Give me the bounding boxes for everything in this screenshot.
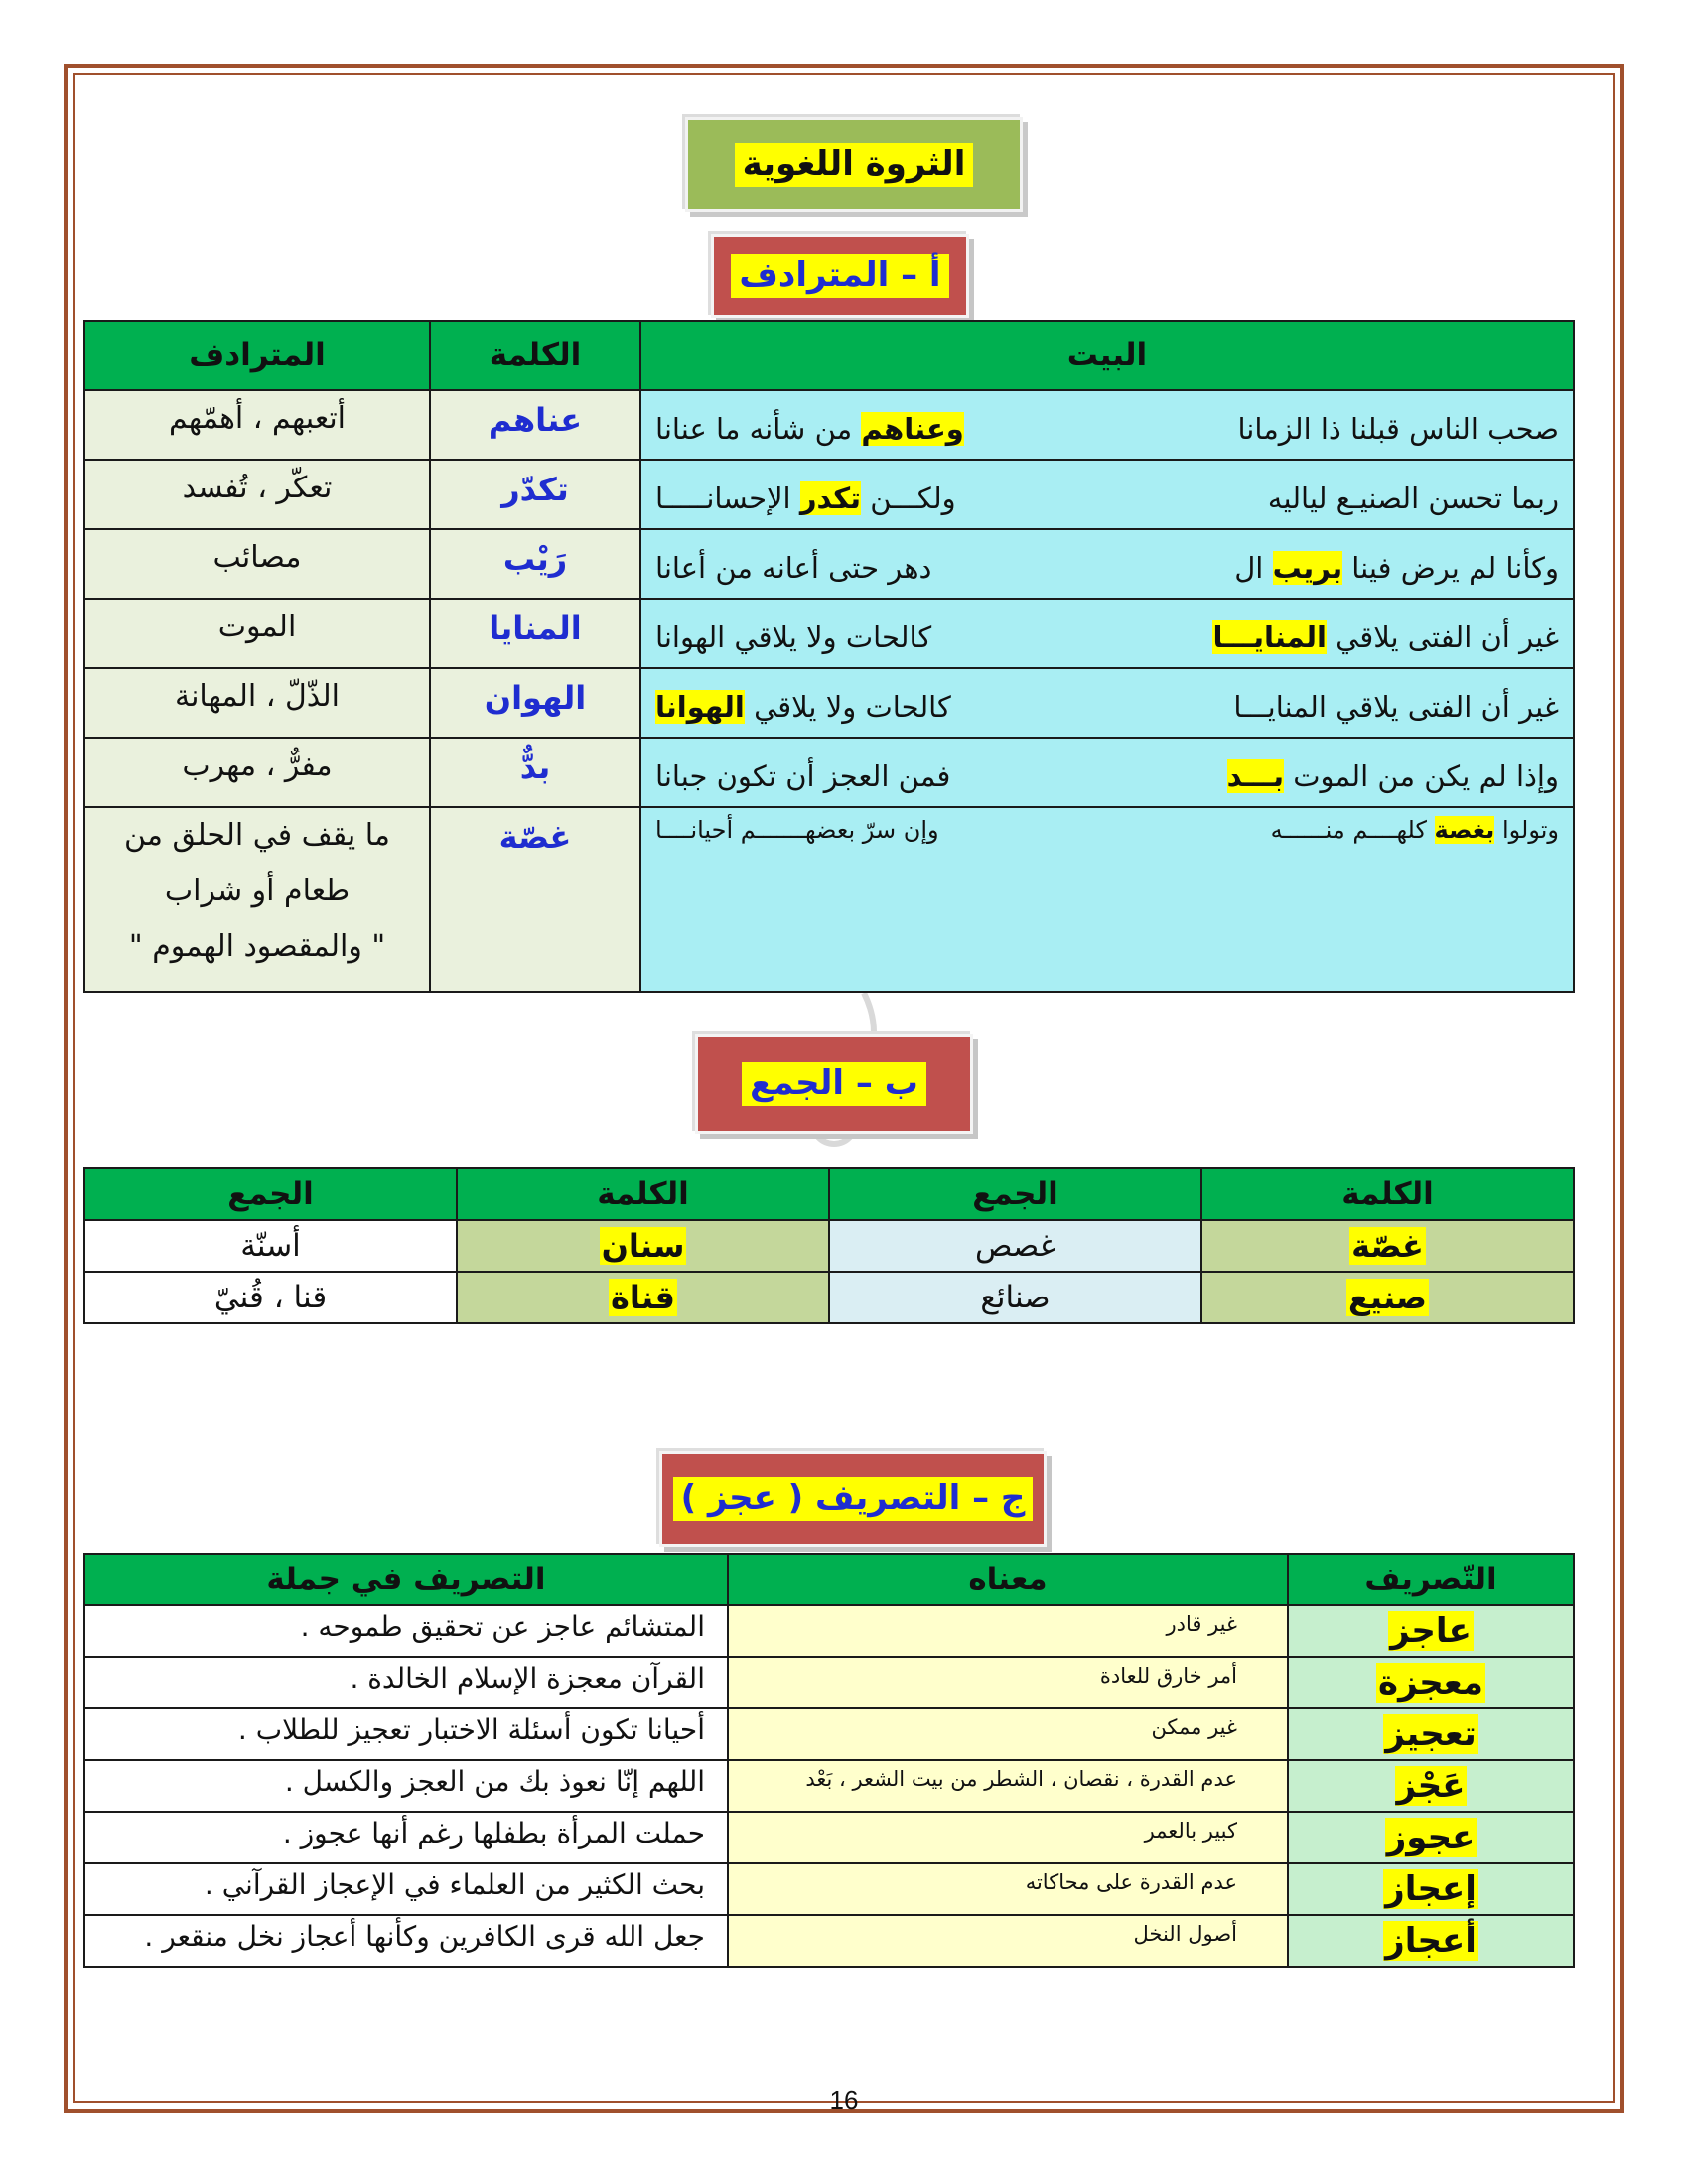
conjugation-section-title: ج – التصريف ( عجز ) — [673, 1477, 1034, 1520]
form-text: عَجْز — [1396, 1766, 1466, 1806]
verse-second-hemistich: دهر حتى أعانه من أعانا — [655, 551, 932, 585]
table-row — [84, 529, 1574, 599]
table-row — [84, 599, 1574, 668]
synonyms-section-title-box — [711, 234, 969, 318]
highlighted-word: وعناهم — [861, 412, 964, 446]
plurals-section-title-box — [695, 1034, 973, 1134]
synonym-cell: مصائب — [84, 529, 430, 599]
header-meaning: معناه — [728, 1554, 1288, 1605]
highlighted-word: الهوانا — [655, 690, 745, 724]
meaning-cell: غير ممكن — [728, 1708, 1288, 1760]
form-cell — [1288, 1708, 1574, 1760]
form-text: معجزة — [1378, 1663, 1483, 1703]
form-cell — [1288, 1760, 1574, 1812]
sentence-cell: اللهم إنّا نعوذ بك من العجز والكسل . — [84, 1760, 728, 1812]
synonym-cell: الذّلّ ، المهانة — [84, 668, 430, 738]
table-row — [84, 1220, 1574, 1272]
word-cell: رَيْب — [430, 529, 640, 599]
synonym-cell: الموت — [84, 599, 430, 668]
verse-cell — [640, 529, 1574, 599]
verse-first-hemistich: غير أن الفتى يلاقي المنايـــا — [1233, 690, 1559, 724]
synonym-cell: أتعبهم ، أهمّهم — [84, 390, 430, 460]
word-cell: الهوان — [430, 668, 640, 738]
table-row — [84, 1863, 1574, 1915]
meaning-cell: عدم القدرة على محاكاته — [728, 1863, 1288, 1915]
highlighted-word: بغصة — [1434, 816, 1495, 844]
verse-text: ال — [1234, 551, 1273, 585]
form-text: أعجاز — [1385, 1921, 1477, 1961]
verse-second-hemistich: كالحات ولا يلاقي الهوانا — [655, 620, 932, 654]
sentence-cell: جعل الله قرى الكافرين وكأنها أعجاز نخل منقعر . — [84, 1915, 728, 1967]
verse-cell — [640, 668, 1574, 738]
verse-first-hemistich — [1227, 759, 1559, 793]
header-word: الكلمة — [457, 1168, 829, 1220]
word-text: سنان — [601, 1227, 685, 1265]
verse-cell — [640, 599, 1574, 668]
verse-first-hemistich — [1271, 816, 1559, 844]
highlighted-word: بريب — [1272, 551, 1343, 585]
verse-second-hemistich — [655, 481, 956, 515]
table-row — [84, 738, 1574, 807]
plurals-table — [83, 1167, 1575, 1324]
verse-text: وتولوا — [1494, 816, 1559, 844]
verse-first-hemistich — [1234, 551, 1559, 585]
page-number: 16 — [829, 2085, 859, 2115]
word-cell — [457, 1272, 829, 1323]
word-cell — [1201, 1220, 1574, 1272]
word-cell: بدٌّ — [430, 738, 640, 807]
header-form: التّصريف — [1288, 1554, 1574, 1605]
form-text: عاجز — [1390, 1611, 1472, 1651]
verse-text: ولكـــن — [861, 481, 956, 515]
header-synonym: المترادف — [84, 321, 430, 390]
conjugation-table — [83, 1553, 1575, 1968]
header-plural: الجمع — [84, 1168, 457, 1220]
synonym-cell — [84, 807, 430, 992]
word-cell: عناهم — [430, 390, 640, 460]
meaning-cell: غير قادر — [728, 1605, 1288, 1657]
word-cell: المنايا — [430, 599, 640, 668]
table-row — [84, 1760, 1574, 1812]
synonyms-header-row — [84, 321, 1574, 390]
table-row — [84, 390, 1574, 460]
table-row — [84, 1605, 1574, 1657]
synonym-line: ما يقف في الحلق من — [124, 818, 390, 853]
table-row — [84, 807, 1574, 992]
plural-cell: قنا ، قُنيّ — [84, 1272, 457, 1323]
word-cell: غصّة — [430, 807, 640, 992]
synonyms-table — [83, 320, 1575, 993]
form-cell — [1288, 1863, 1574, 1915]
word-text: صنيع — [1348, 1279, 1427, 1316]
sentence-cell: بحث الكثير من العلماء في الإعجاز القرآني . — [84, 1863, 728, 1915]
sentence-cell: حملت المرأة بطفلها رغم أنها عجوز . — [84, 1812, 728, 1863]
header-word: الكلمة — [430, 321, 640, 390]
synonym-cell: تعكّر ، تُفسد — [84, 460, 430, 529]
header-sentence: التصريف في جملة — [84, 1554, 728, 1605]
table-row — [84, 1272, 1574, 1323]
form-cell — [1288, 1915, 1574, 1967]
verse-second-hemistich — [655, 412, 964, 446]
form-cell — [1288, 1605, 1574, 1657]
table-row — [84, 460, 1574, 529]
sentence-cell: أحيانا تكون أسئلة الاختبار تعجيز للطلاب . — [84, 1708, 728, 1760]
form-text: إعجاز — [1385, 1869, 1477, 1909]
sentence-cell: القرآن معجزة الإسلام الخالدة . — [84, 1657, 728, 1708]
meaning-cell: عدم القدرة ، نقصان ، الشطر من بيت الشعر ، بَعْد — [728, 1760, 1288, 1812]
table-row — [84, 668, 1574, 738]
form-cell — [1288, 1657, 1574, 1708]
plurals-section-title: ب – الجمع — [742, 1062, 926, 1105]
verse-cell — [640, 460, 1574, 529]
table-row — [84, 1708, 1574, 1760]
word-cell — [1201, 1272, 1574, 1323]
highlighted-word: المنايـــا — [1212, 620, 1327, 654]
highlighted-word: تكدر — [799, 481, 862, 515]
conjugation-header-row — [84, 1554, 1574, 1605]
sentence-cell: المتشائم عاجز عن تحقيق طموحه . — [84, 1605, 728, 1657]
word-text: غصّة — [1351, 1227, 1424, 1265]
form-cell — [1288, 1812, 1574, 1863]
conjugation-section-title-box — [659, 1451, 1047, 1547]
meaning-cell: أصول النخل — [728, 1915, 1288, 1967]
synonym-line: " والمقصود الهموم " — [128, 929, 386, 964]
verse-first-hemistich — [1212, 620, 1559, 654]
verse-text: الإحسانـــــا — [655, 481, 800, 515]
form-text: عجوز — [1386, 1818, 1476, 1857]
plurals-header-row — [84, 1168, 1574, 1220]
verse-first-hemistich: صحب الناس قبلنا ذا الزمانا — [1237, 412, 1559, 446]
meaning-cell: كبير بالعمر — [728, 1812, 1288, 1863]
highlighted-word: بـــد — [1226, 759, 1285, 793]
word-cell — [457, 1220, 829, 1272]
meaning-cell: أمر خارق للعادة — [728, 1657, 1288, 1708]
verse-text: وإذا لم يكن من الموت — [1284, 759, 1559, 793]
verse-cell — [640, 738, 1574, 807]
page-title-box — [685, 117, 1023, 212]
verse-second-hemistich: وإن سرّ بعضهـــــــم أحيانــــا — [655, 816, 939, 844]
synonym-cell: مفرٌّ ، مهرب — [84, 738, 430, 807]
header-verse: البيت — [640, 321, 1574, 390]
table-row — [84, 1657, 1574, 1708]
form-text: تعجيز — [1385, 1714, 1477, 1754]
verse-second-hemistich: فمن العجز أن تكون جبانا — [655, 759, 951, 793]
synonym-line: طعام أو شراب — [164, 874, 351, 908]
header-plural: الجمع — [829, 1168, 1201, 1220]
header-word: الكلمة — [1201, 1168, 1574, 1220]
word-cell: تكدّر — [430, 460, 640, 529]
verse-cell — [640, 390, 1574, 460]
verse-text: من شأنه ما عنانا — [655, 412, 862, 446]
table-row — [84, 1915, 1574, 1967]
verse-first-hemistich: ربما تحسن الصنيـع لياليه — [1267, 481, 1559, 515]
plural-cell: صنائع — [829, 1272, 1201, 1323]
verse-text: كالحات ولا يلاقي — [744, 690, 951, 724]
table-row — [84, 1812, 1574, 1863]
verse-text: وكأنا لم يرض فينا — [1342, 551, 1559, 585]
verse-text: غير أن الفتى يلاقي — [1326, 620, 1559, 654]
verse-cell — [640, 807, 1574, 992]
page-title: الثروة اللغوية — [735, 143, 974, 186]
synonyms-section-title: أ – المترادف — [731, 254, 948, 297]
verse-text: كلهــــم منــــــه — [1270, 816, 1435, 844]
word-text: قناة — [611, 1279, 675, 1316]
verse-second-hemistich — [655, 690, 951, 724]
plural-cell: غصص — [829, 1220, 1201, 1272]
plural-cell: أسنّة — [84, 1220, 457, 1272]
